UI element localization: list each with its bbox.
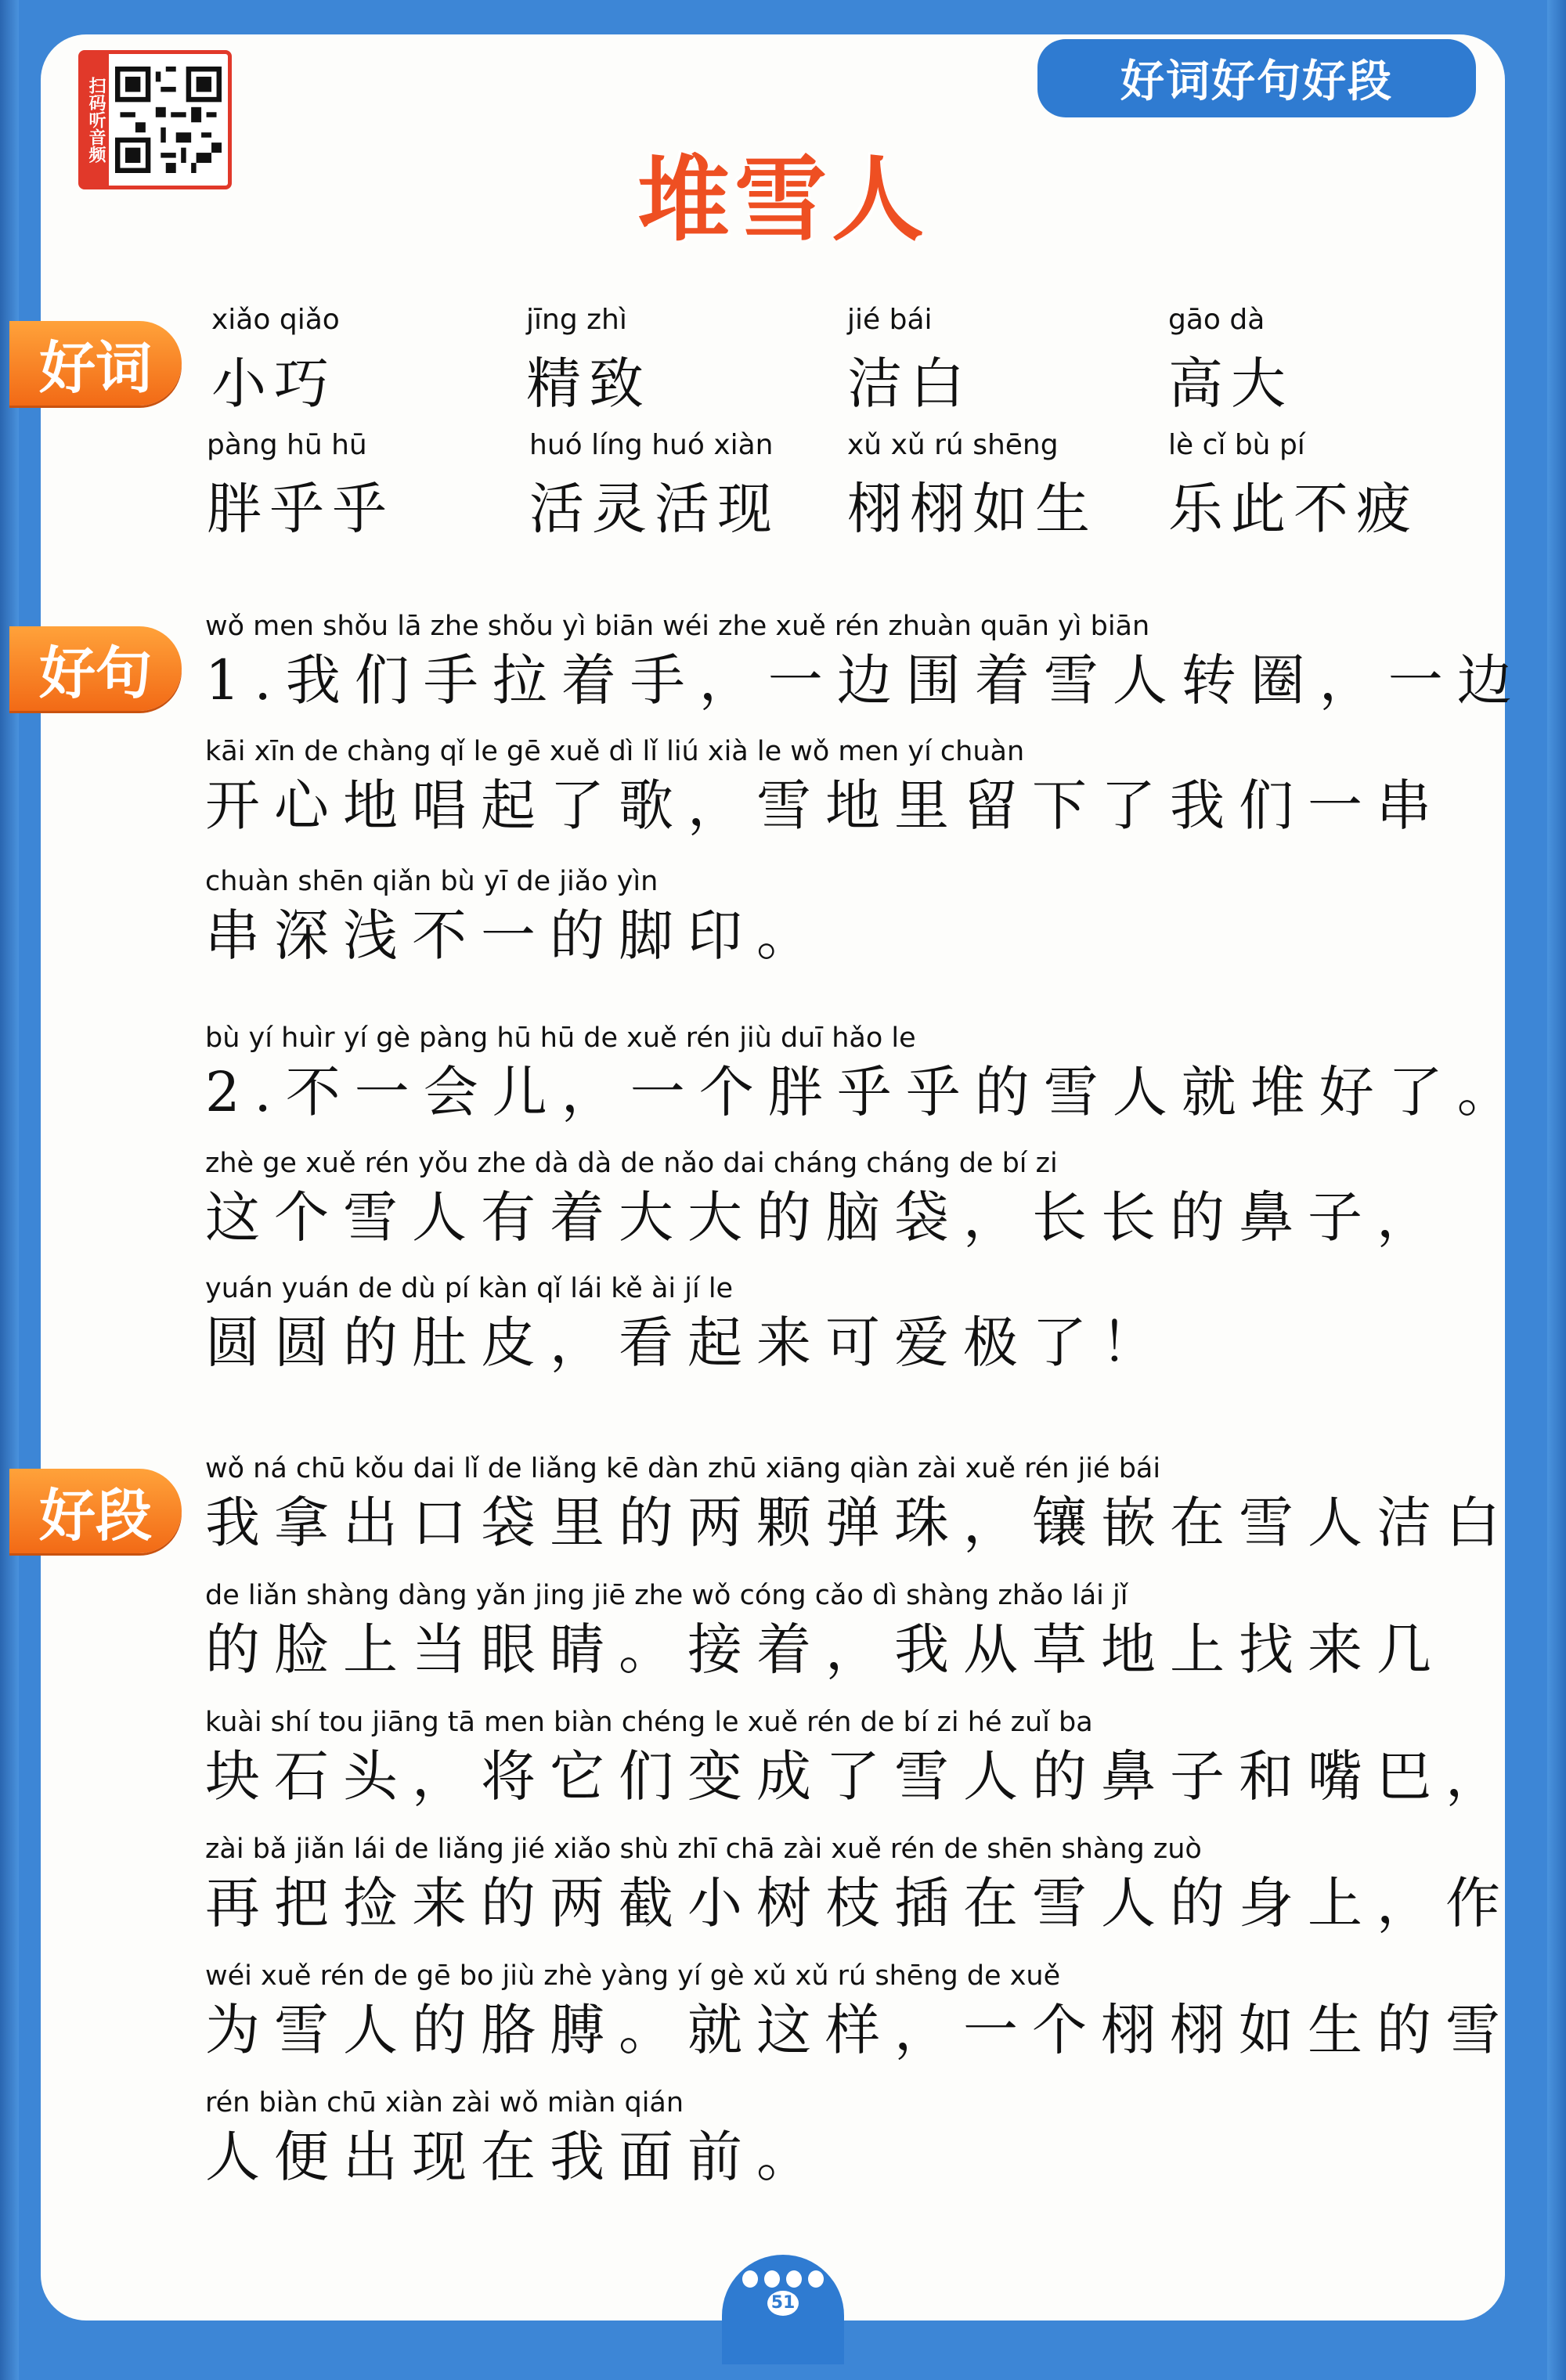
word-pinyin: huó líng huó xiàn <box>529 429 774 461</box>
word-hanzi: 精致 <box>526 352 651 416</box>
word-hanzi: 乐此不疲 <box>1168 477 1419 541</box>
word-hanzi: 活灵活现 <box>529 477 780 541</box>
text-line <box>205 1580 1466 1682</box>
page-edge <box>1547 0 1566 2380</box>
good-sentences-label <box>9 626 182 711</box>
page-number: 51 <box>767 2291 799 2316</box>
word-pinyin: xiǎo qiǎo <box>211 304 340 336</box>
word-item <box>1168 429 1497 544</box>
word-item <box>847 429 1176 544</box>
word-item <box>847 304 1176 419</box>
header-tab-label: 好词好句好段 <box>1120 56 1393 107</box>
word-hanzi: 小巧 <box>211 352 337 416</box>
line-hanzi: 开心地唱起了歌，雪地里留下了我们一串 <box>205 774 1445 838</box>
line-pinyin: wǒ ná chū kǒu dai lǐ de liǎng kē dàn zhū xiāng qiàn zài xuě rén jié bái <box>205 1453 1161 1484</box>
line-pinyin: chuàn shēn qiǎn bù yī de jiǎo yìn <box>205 866 659 897</box>
line-hanzi: 人便出现在我面前。 <box>205 2125 825 2189</box>
word-hanzi: 洁白 <box>847 352 972 416</box>
text-line <box>205 866 1466 968</box>
word-item <box>529 429 858 544</box>
word-pinyin: jié bái <box>847 304 933 336</box>
text-line <box>205 1273 1466 1375</box>
word-pinyin: jīng zhì <box>526 304 627 336</box>
word-pinyin: pàng hū hū <box>207 429 367 461</box>
text-line <box>205 1022 1526 1124</box>
line-hanzi: 为雪人的胳膊。就这样，一个栩栩如生的雪 <box>205 1998 1514 2062</box>
line-hanzi: 再把捡来的两截小树枝插在雪人的身上，作 <box>205 1871 1514 1935</box>
word-item <box>1168 304 1497 419</box>
line-pinyin: kuài shí tou jiāng tā men biàn chéng le xuě rén de bí zi hé zuǐ ba <box>205 1707 1093 1738</box>
text-line <box>205 1707 1514 1808</box>
line-hanzi: 圆圆的肚皮，看起来可爱极了！ <box>205 1311 1170 1375</box>
good-paragraph-label <box>9 1469 182 1553</box>
line-pinyin: rén biàn chū xiàn zài wǒ miàn qián <box>205 2087 684 2119</box>
word-hanzi: 胖乎乎 <box>207 477 395 541</box>
line-hanzi: 1.我们手拉着手，一边围着雪人转圈，一边 <box>205 648 1526 712</box>
good-paragraph-label-text: 好段 <box>38 1483 152 1549</box>
text-line <box>205 1834 1514 1935</box>
line-pinyin: wéi xuě rén de gē bo jiù zhè yàng yí gè xǔ xǔ rú shēng de xuě <box>205 1960 1061 1992</box>
word-item <box>211 304 540 419</box>
text-line <box>205 1453 1514 1555</box>
section-header-tab <box>1037 39 1476 117</box>
line-hanzi: 的脸上当眼睛。接着，我从草地上找来几 <box>205 1617 1445 1682</box>
line-pinyin: zài bǎ jiǎn lái de liǎng jié xiǎo shù zhī chā zài xuě rén de shēn shàng zuò <box>205 1834 1202 1865</box>
word-pinyin: gāo dà <box>1168 304 1265 336</box>
line-pinyin: bù yí huìr yí gè pàng hū hū de xuě rén jiù duī hǎo le <box>205 1022 916 1054</box>
line-hanzi: 2.不一会儿，一个胖乎乎的雪人就堆好了。 <box>205 1060 1526 1124</box>
line-pinyin: zhè ge xuě rén yǒu zhe dà dà de nǎo dai cháng cháng de bí zi <box>205 1148 1058 1179</box>
good-sentences-label-text: 好句 <box>38 640 152 706</box>
word-hanzi: 高大 <box>1168 352 1294 416</box>
line-pinyin: de liǎn shàng dàng yǎn jing jiē zhe wǒ cóng cǎo dì shàng zhǎo lái jǐ <box>205 1580 1128 1611</box>
text-line <box>205 2087 1466 2189</box>
good-words-label-text: 好词 <box>38 335 152 401</box>
line-pinyin: yuán yuán de dù pí kàn qǐ lái kě ài jí le <box>205 1273 734 1304</box>
text-line <box>205 736 1466 838</box>
word-pinyin: xǔ xǔ rú shēng <box>847 429 1059 461</box>
good-words-label <box>9 321 182 406</box>
line-hanzi: 我拿出口袋里的两颗弹珠，镶嵌在雪人洁白 <box>205 1491 1514 1555</box>
paw-icon <box>742 2270 824 2288</box>
qr-caption-text: 扫码听音频 <box>86 77 106 163</box>
word-hanzi: 栩栩如生 <box>847 477 1098 541</box>
line-hanzi: 这个雪人有着大大的脑袋，长长的鼻子， <box>205 1185 1445 1250</box>
text-line <box>205 611 1526 712</box>
text-line <box>205 1148 1466 1250</box>
line-hanzi: 串深浅不一的脚印。 <box>205 903 825 968</box>
word-pinyin: lè cǐ bù pí <box>1168 429 1305 461</box>
line-pinyin: wǒ men shǒu lā zhe shǒu yì biān wéi zhe xuě rén zhuàn quān yì biān <box>205 611 1150 642</box>
word-item <box>207 429 536 544</box>
text-line <box>205 1960 1514 2062</box>
page-title: 堆雪人 <box>637 146 929 254</box>
line-pinyin: kāi xīn de chàng qǐ le gē xuě dì lǐ liú xià le wǒ men yí chuàn <box>205 736 1025 767</box>
word-item <box>526 304 855 419</box>
line-hanzi: 块石头，将它们变成了雪人的鼻子和嘴巴， <box>205 1744 1514 1808</box>
